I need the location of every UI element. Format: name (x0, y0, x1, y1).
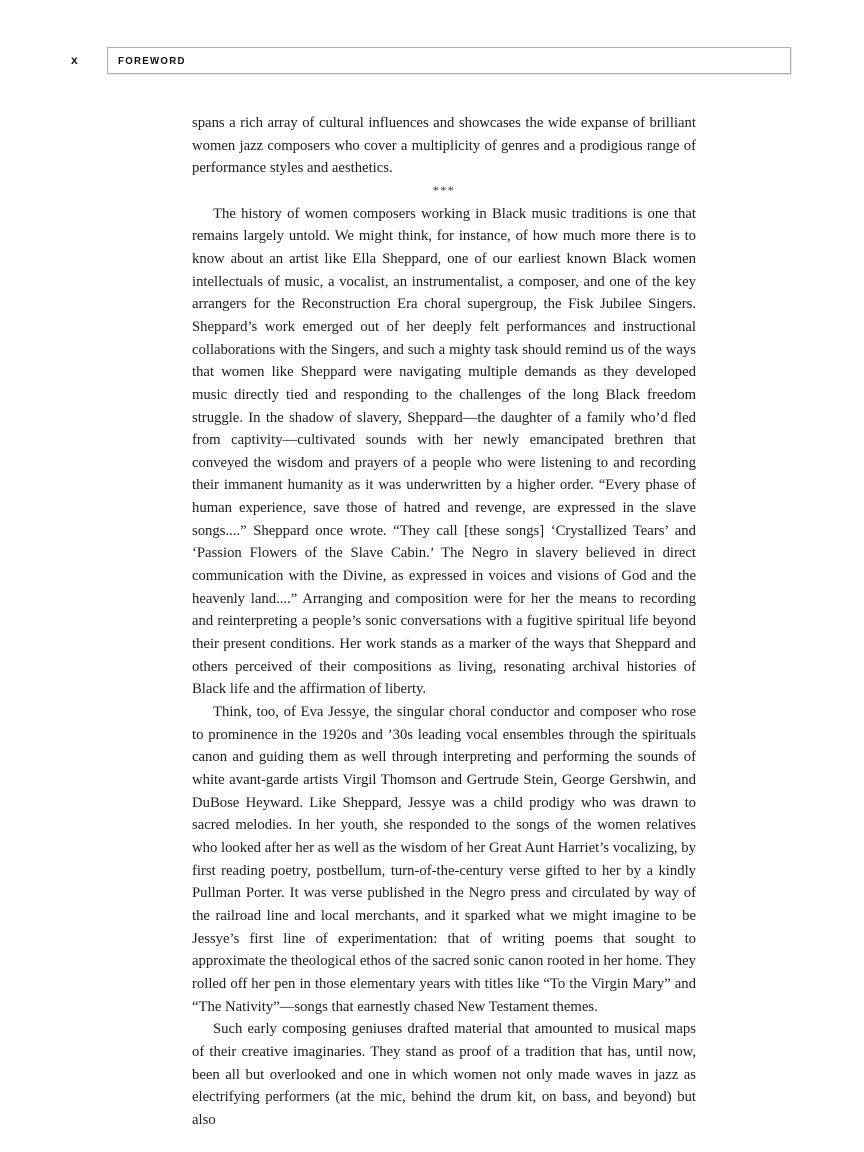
section-break-asterisks: *** (432, 182, 456, 197)
paragraph: The history of women composers working in Black music traditions is one that remains largely untold. We might think, for instance, of how much more there is to know about an artist like Ella Sheppard, one of our earliest known Black women intellectuals of music, a vocalist, an instrumentalist, a composer, and one of the key arrangers for the Reconstruction Era choral supergroup, the Fisk Jubilee Singers. Sheppard’s work emerged out of her deeply felt performances and instructional collaborations with the Singers, and such a mighty task should remind us of the ways that women like Sheppard were navigating multiple demands as they developed music directly tied and responding to the challenges of the long Black freedom struggle. In the shadow of slavery, Sheppard—the daughter of a family who’d fled from captivity—cultivated sounds with her newly emancipated brethren that conveyed the wisdom and prayers of a people who were listening to and recording their immanent humanity as it was underwritten by a higher order. “Every phase of human experience, save those of hatred and revenge, are expressed in the slave songs....” Sheppard once wrote. “They call [these songs] ‘Crystallized Tears’ and ‘Passion Flowers of the Slave Cabin.’ The Negro in slavery believed in direct communication with the Divine, as expressed in voices and visions of God and the heavenly land....” Arranging and composition were for her the means to recording and reinterpreting a people’s sonic conversations with a fugitive spiritual life beyond their present conditions. Her work stands as a marker of the ways that Sheppard and others perceived of their compositions as living, resonating archival histories of Black life and the affirmation of liberty. (192, 205, 696, 698)
paragraph: Think, too, of Eva Jessye, the singular choral conductor and composer who rose to prominence in the 1920s and ’30s leading vocal ensembles through the spirituals canon and guiding them as well through interpreting and performing the sounds of white avant-garde artists Virgil Thomson and Gertrude Stein, George Gershwin, and DuBose Heyward. Like Sheppard, Jessye was a child prodigy who was drawn to sacred melodies. In her youth, she responded to the songs of the women relatives who looked after her as well as the wisdom of her Great Aunt Harriet’s vocalizing, by first reading poetry, postbellum, turn-of-the-century verse gifted to her by a kindly Pullman Porter. It was verse published in the Negro press and circulated by way of the railroad line and local merchants, and it sparked what we might imagine to be Jessye’s first line of experimentation: that of writing poems that sought to approximate the theological ethos of the sacred sonic canon rooted in her home. They rolled off her pen in those elementary years with titles like “To the Virgin Mary” and “The Nativity”—songs that earnestly chased New Testament themes. (192, 704, 696, 1015)
paragraph-continuation: spans a rich array of cultural influences and showcases the wide expanse of brilliant women jazz composers who cover a multiplicity of genres and a prodigious range of performance styles and aesthetics. (192, 115, 696, 177)
running-header (0, 47, 864, 74)
page-number: x (71, 53, 78, 67)
paragraph: Such early composing geniuses drafted material that amounted to musical maps of their creative imaginaries. They stand as proof of a tradition that has, until now, been all but overlooked and one in which women not only made waves in jazz as electrifying performers (at the mic, behind the drum kit, on bass, and beyond) but also (192, 1021, 696, 1128)
section-title: FOREWORD (118, 54, 186, 67)
body-text (192, 112, 696, 1132)
section-header-box (107, 47, 791, 74)
